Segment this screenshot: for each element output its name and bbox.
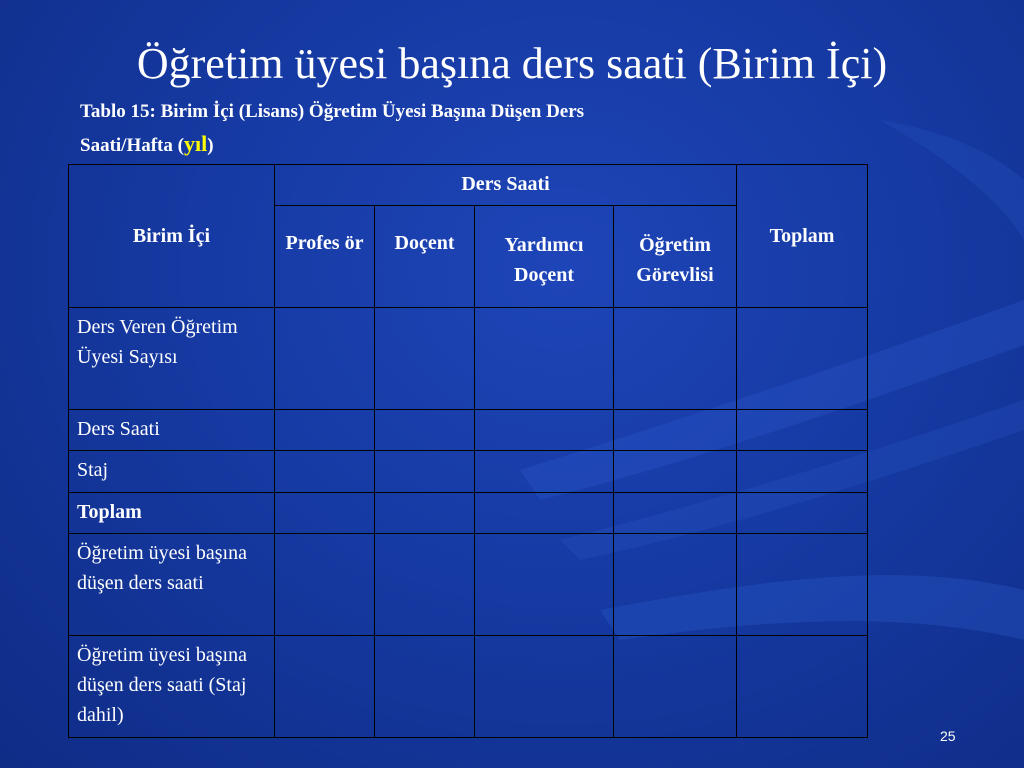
table-cell (475, 635, 614, 737)
slide-title: Öğretim üyesi başına ders saati (Birim İçi) (136, 39, 888, 88)
row-label: Staj (69, 451, 275, 492)
table-row (69, 308, 868, 410)
table-cell (375, 533, 475, 635)
table-cell (737, 410, 868, 451)
table-cell (375, 451, 475, 492)
table-cell (614, 635, 737, 737)
row-label: Ders Saati (69, 410, 275, 451)
row-label: Ders Veren Öğretim Üyesi Sayısı (69, 308, 275, 410)
table-row (69, 451, 868, 492)
table-cell (737, 635, 868, 737)
row-label: Öğretim üyesi başına düşen ders saati (Staj dahil) (69, 635, 275, 737)
table-cell (737, 308, 868, 410)
table-cell (475, 533, 614, 635)
table-row (69, 533, 868, 635)
caption-line-2 (80, 128, 780, 162)
header-professor: Profes ör (275, 206, 375, 308)
page-number: 25 (940, 728, 956, 744)
table-cell (275, 451, 375, 492)
row-label: Öğretim üyesi başına düşen ders saati (69, 533, 275, 635)
table-cell (475, 308, 614, 410)
header-unit: Birim İçi (69, 165, 275, 308)
table-cell (614, 410, 737, 451)
table-cell (475, 451, 614, 492)
caption-suffix: ) (207, 135, 214, 156)
course-hours-table (68, 164, 868, 738)
caption-prefix: Saati/Hafta ( (80, 135, 184, 156)
header-docent: Doçent (375, 206, 475, 308)
table-cell (737, 451, 868, 492)
table-cell (375, 308, 475, 410)
table-cell (375, 635, 475, 737)
table-cell (275, 410, 375, 451)
caption-highlight: yıl (183, 131, 208, 156)
table-cell (737, 492, 868, 533)
table-cell (375, 410, 475, 451)
table-cell (275, 635, 375, 737)
table-cell (614, 308, 737, 410)
header-yardimci-docent: Yardımcı Doçent (475, 206, 614, 308)
table-cell (614, 492, 737, 533)
header-ders-saati: Ders Saati (275, 165, 737, 206)
table-caption (80, 96, 780, 162)
table-cell (275, 533, 375, 635)
header-total: Toplam (737, 165, 868, 308)
table-row (69, 410, 868, 451)
table-cell (275, 492, 375, 533)
table-cell (275, 308, 375, 410)
table-cell (375, 492, 475, 533)
table-row (69, 635, 868, 737)
caption-line-1: Tablo 15: Birim İçi (Lisans) Öğretim Üyesi Başına Düşen Ders (80, 101, 585, 122)
table-cell (614, 533, 737, 635)
table-cell (737, 533, 868, 635)
row-label: Toplam (69, 492, 275, 533)
table-cell (614, 451, 737, 492)
table-cell (475, 410, 614, 451)
table-row (69, 492, 868, 533)
table-cell (475, 492, 614, 533)
header-ogretim-gorevlisi: Öğretim Görevlisi (614, 206, 737, 308)
